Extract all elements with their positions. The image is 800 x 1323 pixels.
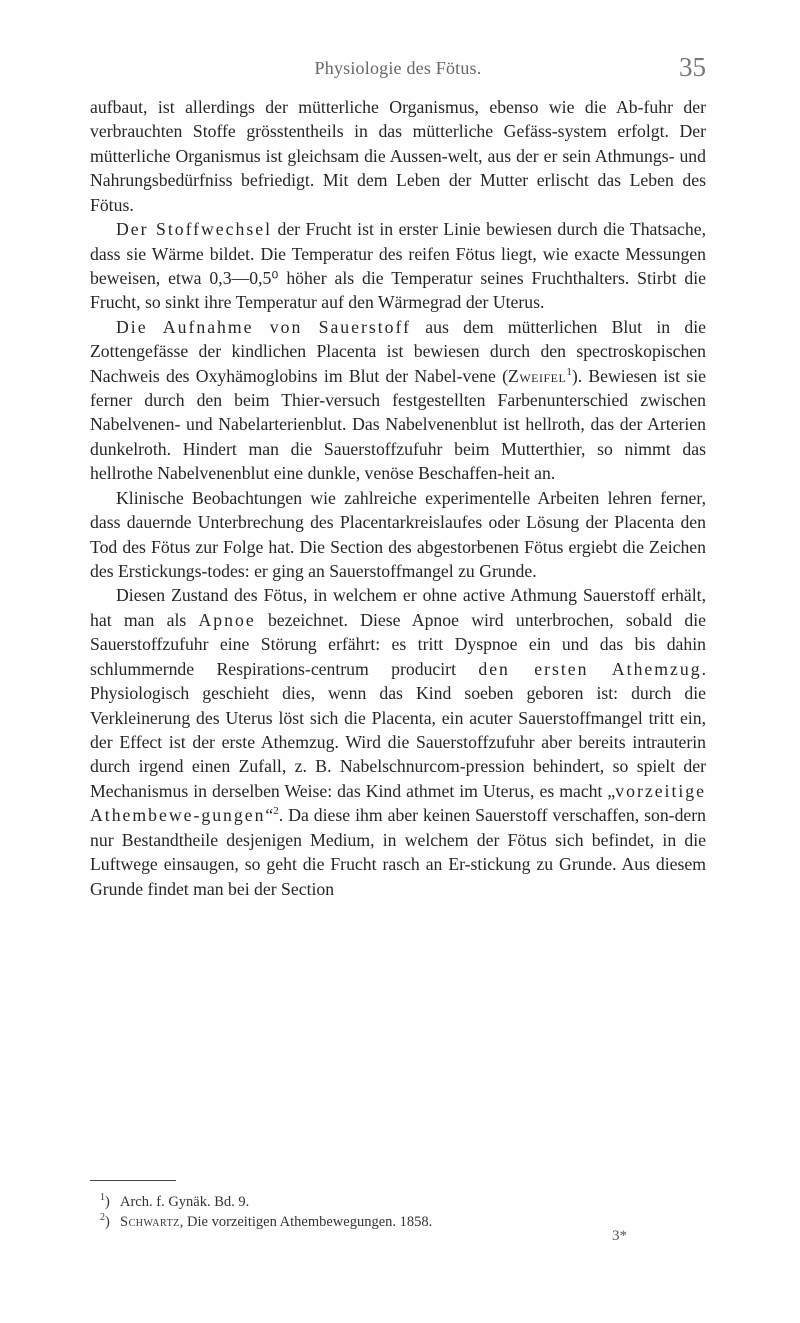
footnotes (90, 1192, 706, 1232)
term-apnoe: Apnoe (198, 609, 256, 630)
body-text (90, 95, 706, 901)
term-vorzeitige-athembewegungen: vorzeitige Athembewe-gungen (90, 780, 706, 826)
footnote-1 (90, 1192, 706, 1212)
paragraph-1-text: aufbaut, ist allerdings der mütterliche Organismus, ebenso wie die Ab-fuhr der verbrauchten Stoffe grösstentheils in das mütterliche Gefäss-system erfolgt. Der mütterliche Organismus ist gleichsam die Aussen-welt, aus der er sein Athmungs- und Nahrungsbedürfniss befriedigt. Mit dem Leben der Mutter erlischt das Leben des Fötus. (90, 97, 706, 215)
term-stoffwechsel: Der Stoffwechsel (116, 219, 273, 240)
paragraph-5-text-c: . Physiologisch geschieht dies, wenn das Kind soeben geboren ist: durch die Verkleinerung des Uterus löst sich die Placenta, ein acuter Sauerstoffmangel tritt ein, der Effect ist der erste Athemzug. Wird die Sauerstoffzufuhr aber bereits intrauterin durch irgend einen Zufall, z. B. Nabelschnurcom-pression behindert, so spielt der Mechanismus in derselben Weise: das Kind athmet im Uterus, es macht „ (90, 658, 706, 801)
paragraph-4 (90, 486, 706, 584)
paragraph-2 (90, 217, 706, 315)
paragraph-3-text-b: ). Bewiesen ist sie ferner durch den beim Thier-versuch festgestellten Farbenunterschied zwischen Nabelvenen- und Nabelarterienblut. Das Nabelvenenblut ist hellroth, das der Arterien dunkelroth. Hindert man die Sauerstoffzufuhr beim Mutterthier, so nimmt das hellrothe Nabelvenenblut eine dunkle, venöse Beschaffen-heit an. (90, 365, 706, 484)
page-number: 35 (679, 52, 706, 82)
paragraph-5-text-d: “ (265, 805, 274, 826)
footnote-divider (90, 1180, 176, 1181)
footnote-ref-1: 1 (566, 365, 572, 378)
footnote-2-text: , Die vorzeitigen Athembewegungen. 1858. (179, 1214, 433, 1230)
paragraph-3-text-a: aus dem mütterlichen Blut in die Zottengefässe der kindlichen Placenta ist bewiesen durch den spectroskopischen Nachweis des Oxyhämoglobins im Blut der Nabel-vene ( (90, 316, 706, 386)
paragraph-2-text: der Frucht ist in erster Linie bewiesen durch die Thatsache, dass sie Wärme bildet. Die Temperatur des reifen Fötus liegt, wie exacte Messungen beweisen, etwa 0,3—0,5⁰ höher als die Temperatur seines Fruchthalters. Stirbt die Frucht, so sinkt ihre Temperatur auf den Wärmegrad der Uterus. (90, 219, 706, 313)
footnote-ref-2: 2 (273, 805, 279, 818)
paragraph-5-text-e: . Da diese ihm aber keinen Sauerstoff verschaffen, son-dern nur Bestandtheile desjenigen Medium, in welchem der Fötus sich befindet, in die Luftwege einsaugen, so geht die Frucht rasch an Er-stickung zu Grunde. Aus diesem Grunde findet man bei der Section (90, 805, 706, 899)
paragraph-5-text-b: bezeichnet. Diese Apnoe wird unterbrochen, sobald die Sauerstoffzufuhr eine Störung erfährt: es tritt Dyspnoe ein und das bis dahin schlummernde Respirations-centrum producirt (90, 609, 706, 679)
author-zweifel: Zweifel (508, 365, 567, 386)
footnote-2-marker: $^2$) (100, 1212, 110, 1230)
paragraph-5 (90, 583, 706, 900)
running-title: Physiologie des Fötus. (314, 58, 482, 78)
signature-mark: 3* (612, 1228, 627, 1244)
footnote-1-text: Arch. f. Gynäk. Bd. 9. (120, 1194, 250, 1210)
term-erster-athemzug: den ersten Athemzug (478, 658, 702, 679)
term-sauerstoff-aufnahme: Die Aufnahme von Sauerstoff (116, 316, 411, 337)
paragraph-1 (90, 95, 706, 217)
footnote-1-number: 1 (100, 1192, 105, 1204)
footnote-2-number: 2 (100, 1212, 105, 1224)
paragraph-5-text-a: Diesen Zustand des Fötus, in welchem er ohne active Athmung Sauerstoff erhält, hat man als (90, 585, 706, 630)
running-head (90, 52, 706, 82)
author-schwartz: Schwartz (120, 1214, 180, 1230)
paragraph-3 (90, 315, 706, 486)
paragraph-4-text: Klinische Beobachtungen wie zahlreiche experimentelle Arbeiten lehren ferner, dass dauernde Unterbrechung des Placentarkreislaufes oder Lösung der Placenta den Tod des Fötus zur Folge hat. Die Section des abgestorbenen Fötus ergiebt die Zeichen des Erstickungs-todes: er ging an Sauerstoffmangel zu Grunde. (90, 487, 706, 582)
footnote-1-marker: $^1$) (100, 1192, 110, 1210)
